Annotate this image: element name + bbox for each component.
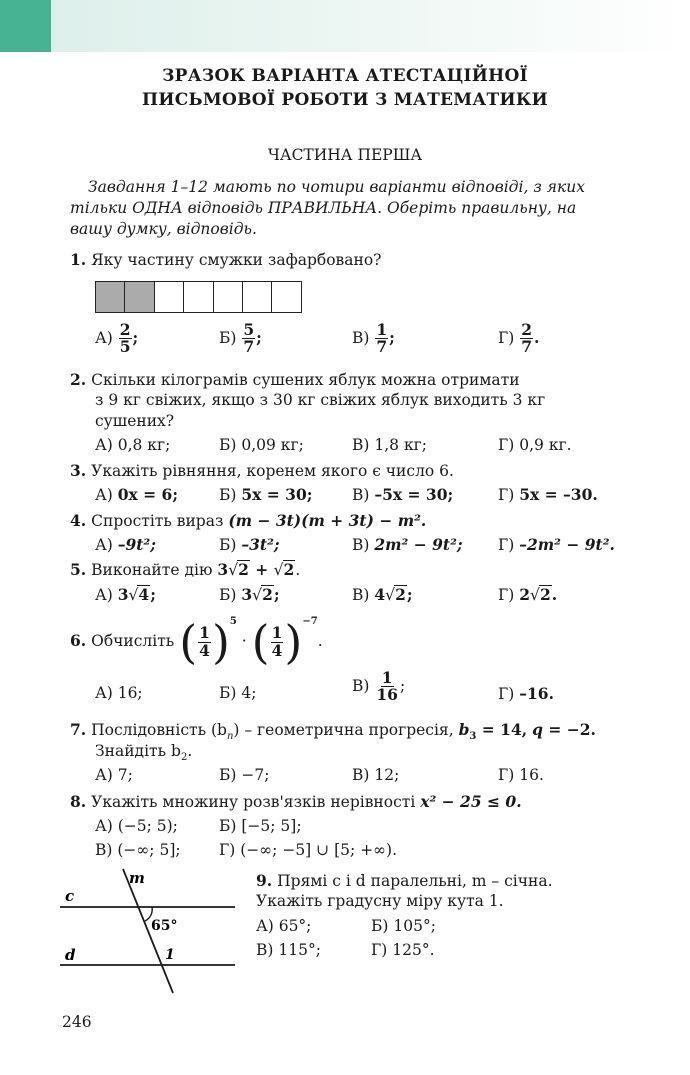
- corner-tab: [0, 0, 51, 52]
- answer-option: Г) 125°.: [371, 941, 435, 959]
- answer-option: А) 65°;: [256, 917, 312, 935]
- answer-option: В) $\frac{1}{7}$ ;: [352, 320, 395, 357]
- intro-line: вашу думку, відповідь.: [70, 220, 257, 238]
- question-9: 9. Прямі c і d паралельні, m – січна.: [256, 871, 553, 890]
- question-7-line: Знайдіть $b_2$.: [95, 742, 193, 764]
- question-2: 2. Скільки кілограмів сушених яблук можна отримати: [70, 370, 520, 389]
- fraction: $\frac{2}{7}$: [521, 320, 533, 357]
- question-text: Яку частину смужки зафарбовано?: [91, 251, 382, 269]
- question-5: 5. Виконайте дію 3√2 + √2.: [70, 560, 301, 579]
- answer-option: Г) $\frac{2}{7}$ .: [498, 320, 540, 357]
- answer-option: А) 0x = 6;: [95, 485, 179, 504]
- strip-cell-shaded: [125, 282, 154, 312]
- fraction: $\frac{1}{16}$: [376, 668, 398, 705]
- question-9-line: Укажіть градусну міру кута 1.: [256, 892, 504, 910]
- answer-option: Г) –16.: [498, 684, 554, 703]
- strip-cell: [214, 282, 243, 312]
- label-c: c: [65, 887, 75, 905]
- answer-option: В) 4√2;: [352, 585, 413, 604]
- label-d: d: [65, 946, 76, 964]
- question-number: 1.: [70, 250, 87, 269]
- answer-option: Б) 0,09 кг;: [219, 436, 304, 454]
- answer-option: Б) –3t²;: [219, 535, 280, 554]
- answer-option: Г) –2m² − 9t².: [498, 535, 615, 554]
- answer-option: В) 1,8 кг;: [352, 436, 427, 454]
- question-7: 7. Послідовність $(b_n)$ – геометрична прогресія, $b_3 = 14$, q = −2.: [70, 720, 596, 743]
- answer-option: А) 0,8 кг;: [95, 436, 171, 454]
- answer-option: А) 3√4;: [95, 585, 156, 604]
- answer-option: Б) $\frac{5}{7}$ ;: [219, 320, 262, 357]
- question-1: [70, 250, 382, 269]
- question-3: 3. Укажіть рівняння, коренем якого є число 6.: [70, 461, 454, 480]
- answer-option: Г) 16.: [498, 766, 544, 784]
- fraction: $\frac{2}{5}$: [119, 320, 131, 357]
- strip-cell: [155, 282, 184, 312]
- answer-option: В) 12;: [352, 766, 400, 784]
- label-angle-1: 1: [165, 947, 175, 963]
- answer-option: Г) 5x = –30.: [498, 485, 598, 504]
- strip-cell: [243, 282, 272, 312]
- strip-cell: [184, 282, 213, 312]
- fraction: $\frac{1}{7}$: [376, 320, 388, 357]
- question-2-line: сушених?: [95, 412, 175, 430]
- strip-cell-shaded: [96, 282, 125, 312]
- answer-option: В) –5x = 30;: [352, 485, 454, 504]
- answer-option: А) 7;: [95, 766, 133, 784]
- answer-option: Б) 105°;: [371, 917, 436, 935]
- answer-option: Б) [−5; 5];: [219, 817, 302, 835]
- answer-option: А) –9t²;: [95, 535, 156, 554]
- answer-option: А) $\frac{2}{5}$ ;: [95, 320, 139, 357]
- page-title-line2: ПИСЬМОВОЇ РОБОТИ З МАТЕМАТИКИ: [142, 90, 548, 110]
- shaded-strip: [95, 281, 302, 313]
- part-heading: ЧАСТИНА ПЕРША: [267, 146, 423, 164]
- answer-option: Б) 4;: [219, 684, 257, 702]
- label-angle-65: 65°: [151, 918, 178, 934]
- question-6: 6. Обчисліть ( $\frac{1}{4}$ )$^5$ · ( $\frac{1}{4}$ )$^{-7}$.: [70, 615, 323, 669]
- answer-option: В) (−∞; 5];: [95, 841, 181, 859]
- answer-option: Г) 2√2.: [498, 585, 558, 604]
- strip-cell: [272, 282, 300, 312]
- answer-option: А) (−5; 5);: [95, 817, 178, 835]
- answer-option: Б) 3√2;: [219, 585, 280, 604]
- answer-option: Б) −7;: [219, 766, 270, 784]
- answer-option: В) 2m² − 9t²;: [352, 535, 463, 554]
- answer-option: В) 115°;: [256, 941, 321, 959]
- label-m: m: [129, 869, 145, 887]
- page-title-line1: ЗРАЗОК ВАРІАНТА АТЕСТАЦІЙНОЇ: [162, 66, 528, 86]
- fraction: $\frac{1}{4}$: [271, 623, 283, 660]
- answer-option: Б) 5x = 30;: [219, 485, 313, 504]
- question-4: 4. Спростіть вираз (m − 3t)(m + 3t) − m².: [70, 511, 427, 530]
- fraction: $\frac{1}{4}$: [199, 623, 210, 660]
- top-decor-bar: [0, 0, 690, 52]
- question-8: 8. Укажіть множину розв'язків нерівності x² − 25 ≤ 0.: [70, 792, 522, 811]
- parallel-lines-figure: [55, 865, 245, 1000]
- intro-line: Завдання 1–12 мають по чотири варіанти відповіді, з яких: [88, 178, 585, 196]
- answer-option: Г) 0,9 кг.: [498, 436, 572, 454]
- question-2-line: з 9 кг свіжих, якщо з 30 кг свіжих яблук виходить 3 кг: [95, 391, 546, 409]
- answer-option: А) 16;: [95, 684, 143, 702]
- fraction: $\frac{5}{7}$: [243, 320, 255, 357]
- intro-line: тільки ОДНА відповідь ПРАВИЛЬНА. Оберіть правильну, на: [70, 199, 577, 217]
- answer-option: Г) (−∞; −5] ∪ [5; +∞).: [219, 841, 398, 859]
- answer-option: В) $\frac{1}{16}$ ;: [352, 668, 406, 705]
- page-number: 246: [62, 1013, 92, 1031]
